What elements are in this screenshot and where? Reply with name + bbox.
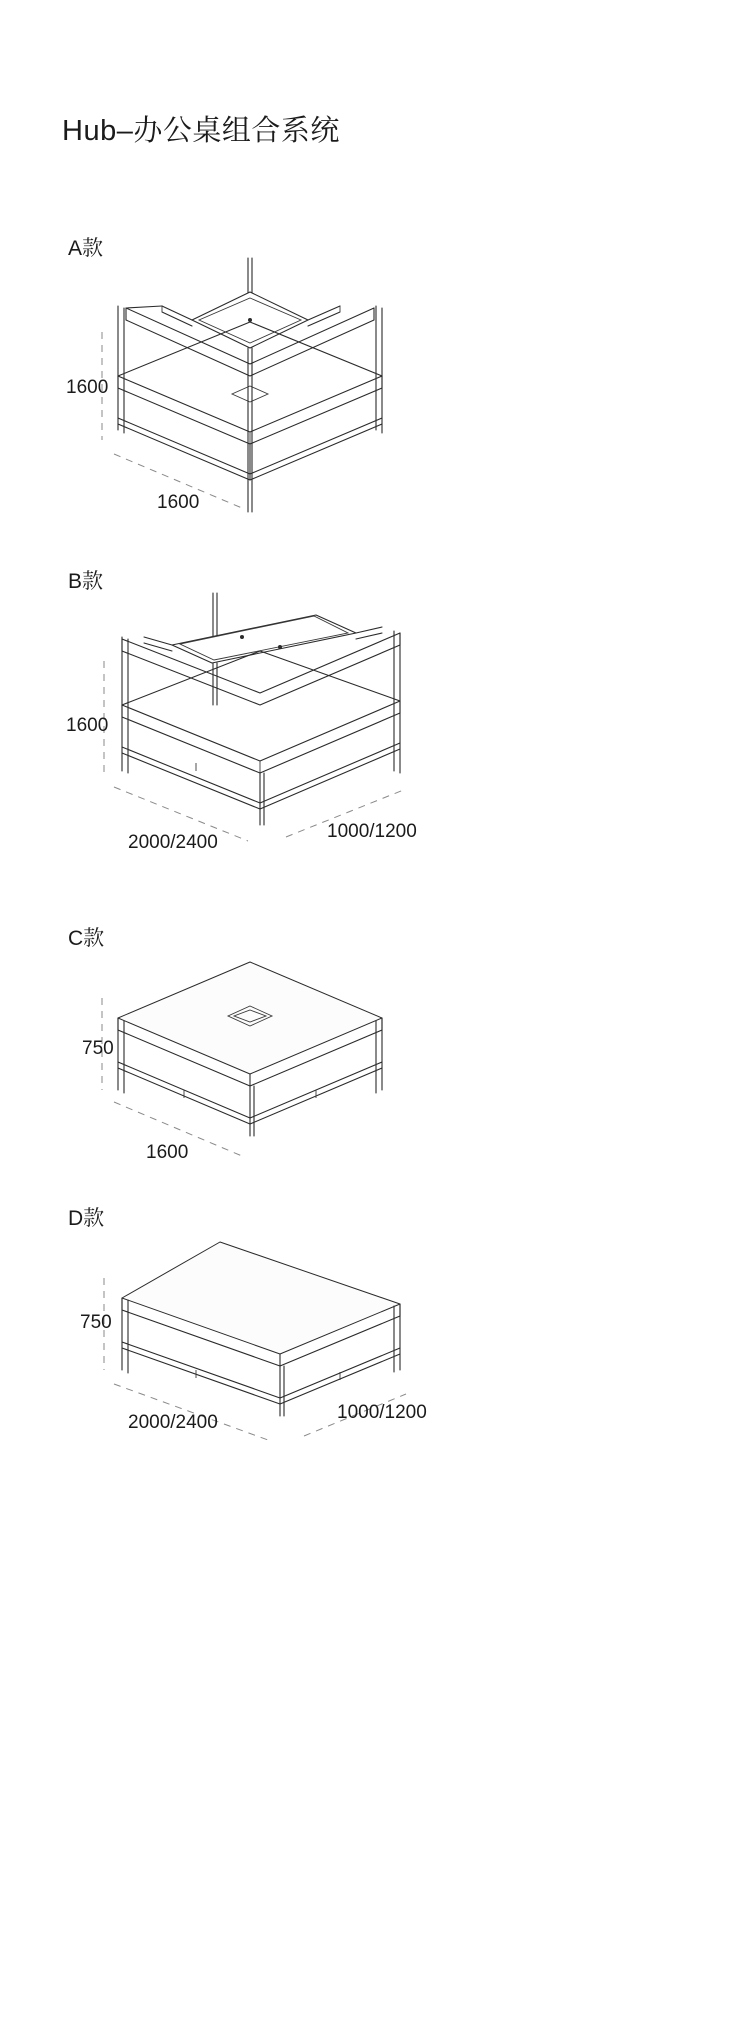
variant-d-label: D款 <box>68 1207 105 1230</box>
variant-b-block <box>0 555 750 875</box>
variant-a-width-dim: 1600 <box>157 492 200 513</box>
variant-b-width-dim: 2000/2400 <box>128 832 218 853</box>
variant-b-depth-dim: 1000/1200 <box>327 821 417 842</box>
variant-c-height-dim: 750 <box>82 1038 114 1059</box>
variant-a-drawing <box>100 240 520 530</box>
variant-c-block <box>0 910 750 1170</box>
variant-b-height-dim: 1600 <box>66 715 109 736</box>
variant-a-block <box>0 220 750 530</box>
variant-c-drawing <box>100 940 520 1170</box>
variant-b-label: B款 <box>68 570 104 593</box>
variant-d-width-dim: 2000/2400 <box>128 1412 218 1433</box>
variant-d-block <box>0 1190 750 1470</box>
variant-a-height-dim: 1600 <box>66 377 109 398</box>
page-title: Hub–办公桌组合系统 <box>62 115 340 147</box>
variant-d-height-dim: 750 <box>80 1312 112 1333</box>
variant-c-label: C款 <box>68 927 105 950</box>
variant-c-width-dim: 1600 <box>146 1142 189 1163</box>
variant-a-label: A款 <box>68 237 104 260</box>
variant-d-depth-dim: 1000/1200 <box>337 1402 427 1423</box>
variant-b-drawing <box>100 575 540 875</box>
